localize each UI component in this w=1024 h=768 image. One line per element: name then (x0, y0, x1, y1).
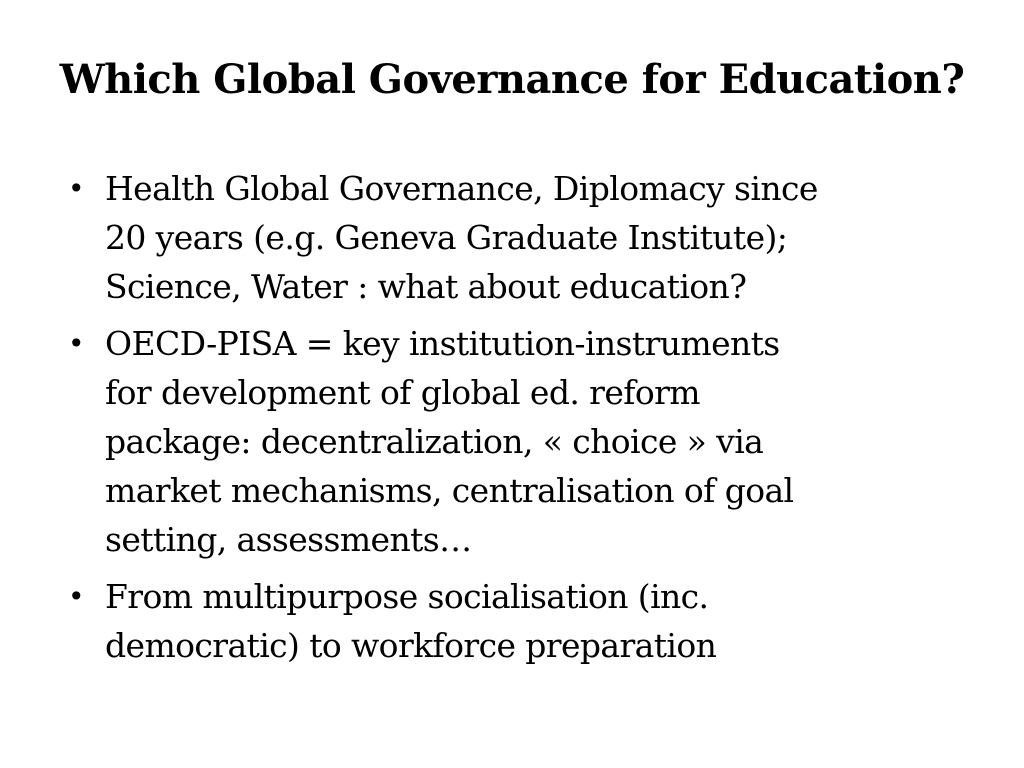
bullet-item-oecd-pisa (68, 319, 968, 564)
bullet-item-socialisation (68, 572, 968, 670)
bullet-line: Science, Water : what about education? (105, 267, 747, 306)
bullet-line: Health Global Governance, Diplomacy since (105, 169, 818, 208)
bullet-icon: • (68, 580, 84, 613)
bullet-line: setting, assessments… (105, 520, 472, 559)
bullet-line: OECD-PISA = key institution-instruments (105, 324, 780, 363)
bullet-line: package: decentralization, « choice » via (105, 422, 764, 461)
bullet-line: for development of global ed. reform (105, 373, 700, 412)
bullet-line: 20 years (e.g. Geneva Graduate Institute); (105, 218, 788, 257)
bullet-item-health-governance (68, 164, 968, 311)
bullet-icon: • (68, 327, 84, 360)
bullet-line: From multipurpose socialisation (inc. (105, 577, 709, 616)
bullet-line: market mechanisms, centralisation of goal (105, 471, 794, 510)
slide-title: Which Global Governance for Education? (59, 56, 965, 103)
bullet-icon: • (68, 172, 84, 205)
bullet-line: democratic) to workforce preparation (105, 626, 717, 665)
bullet-list (68, 164, 968, 678)
